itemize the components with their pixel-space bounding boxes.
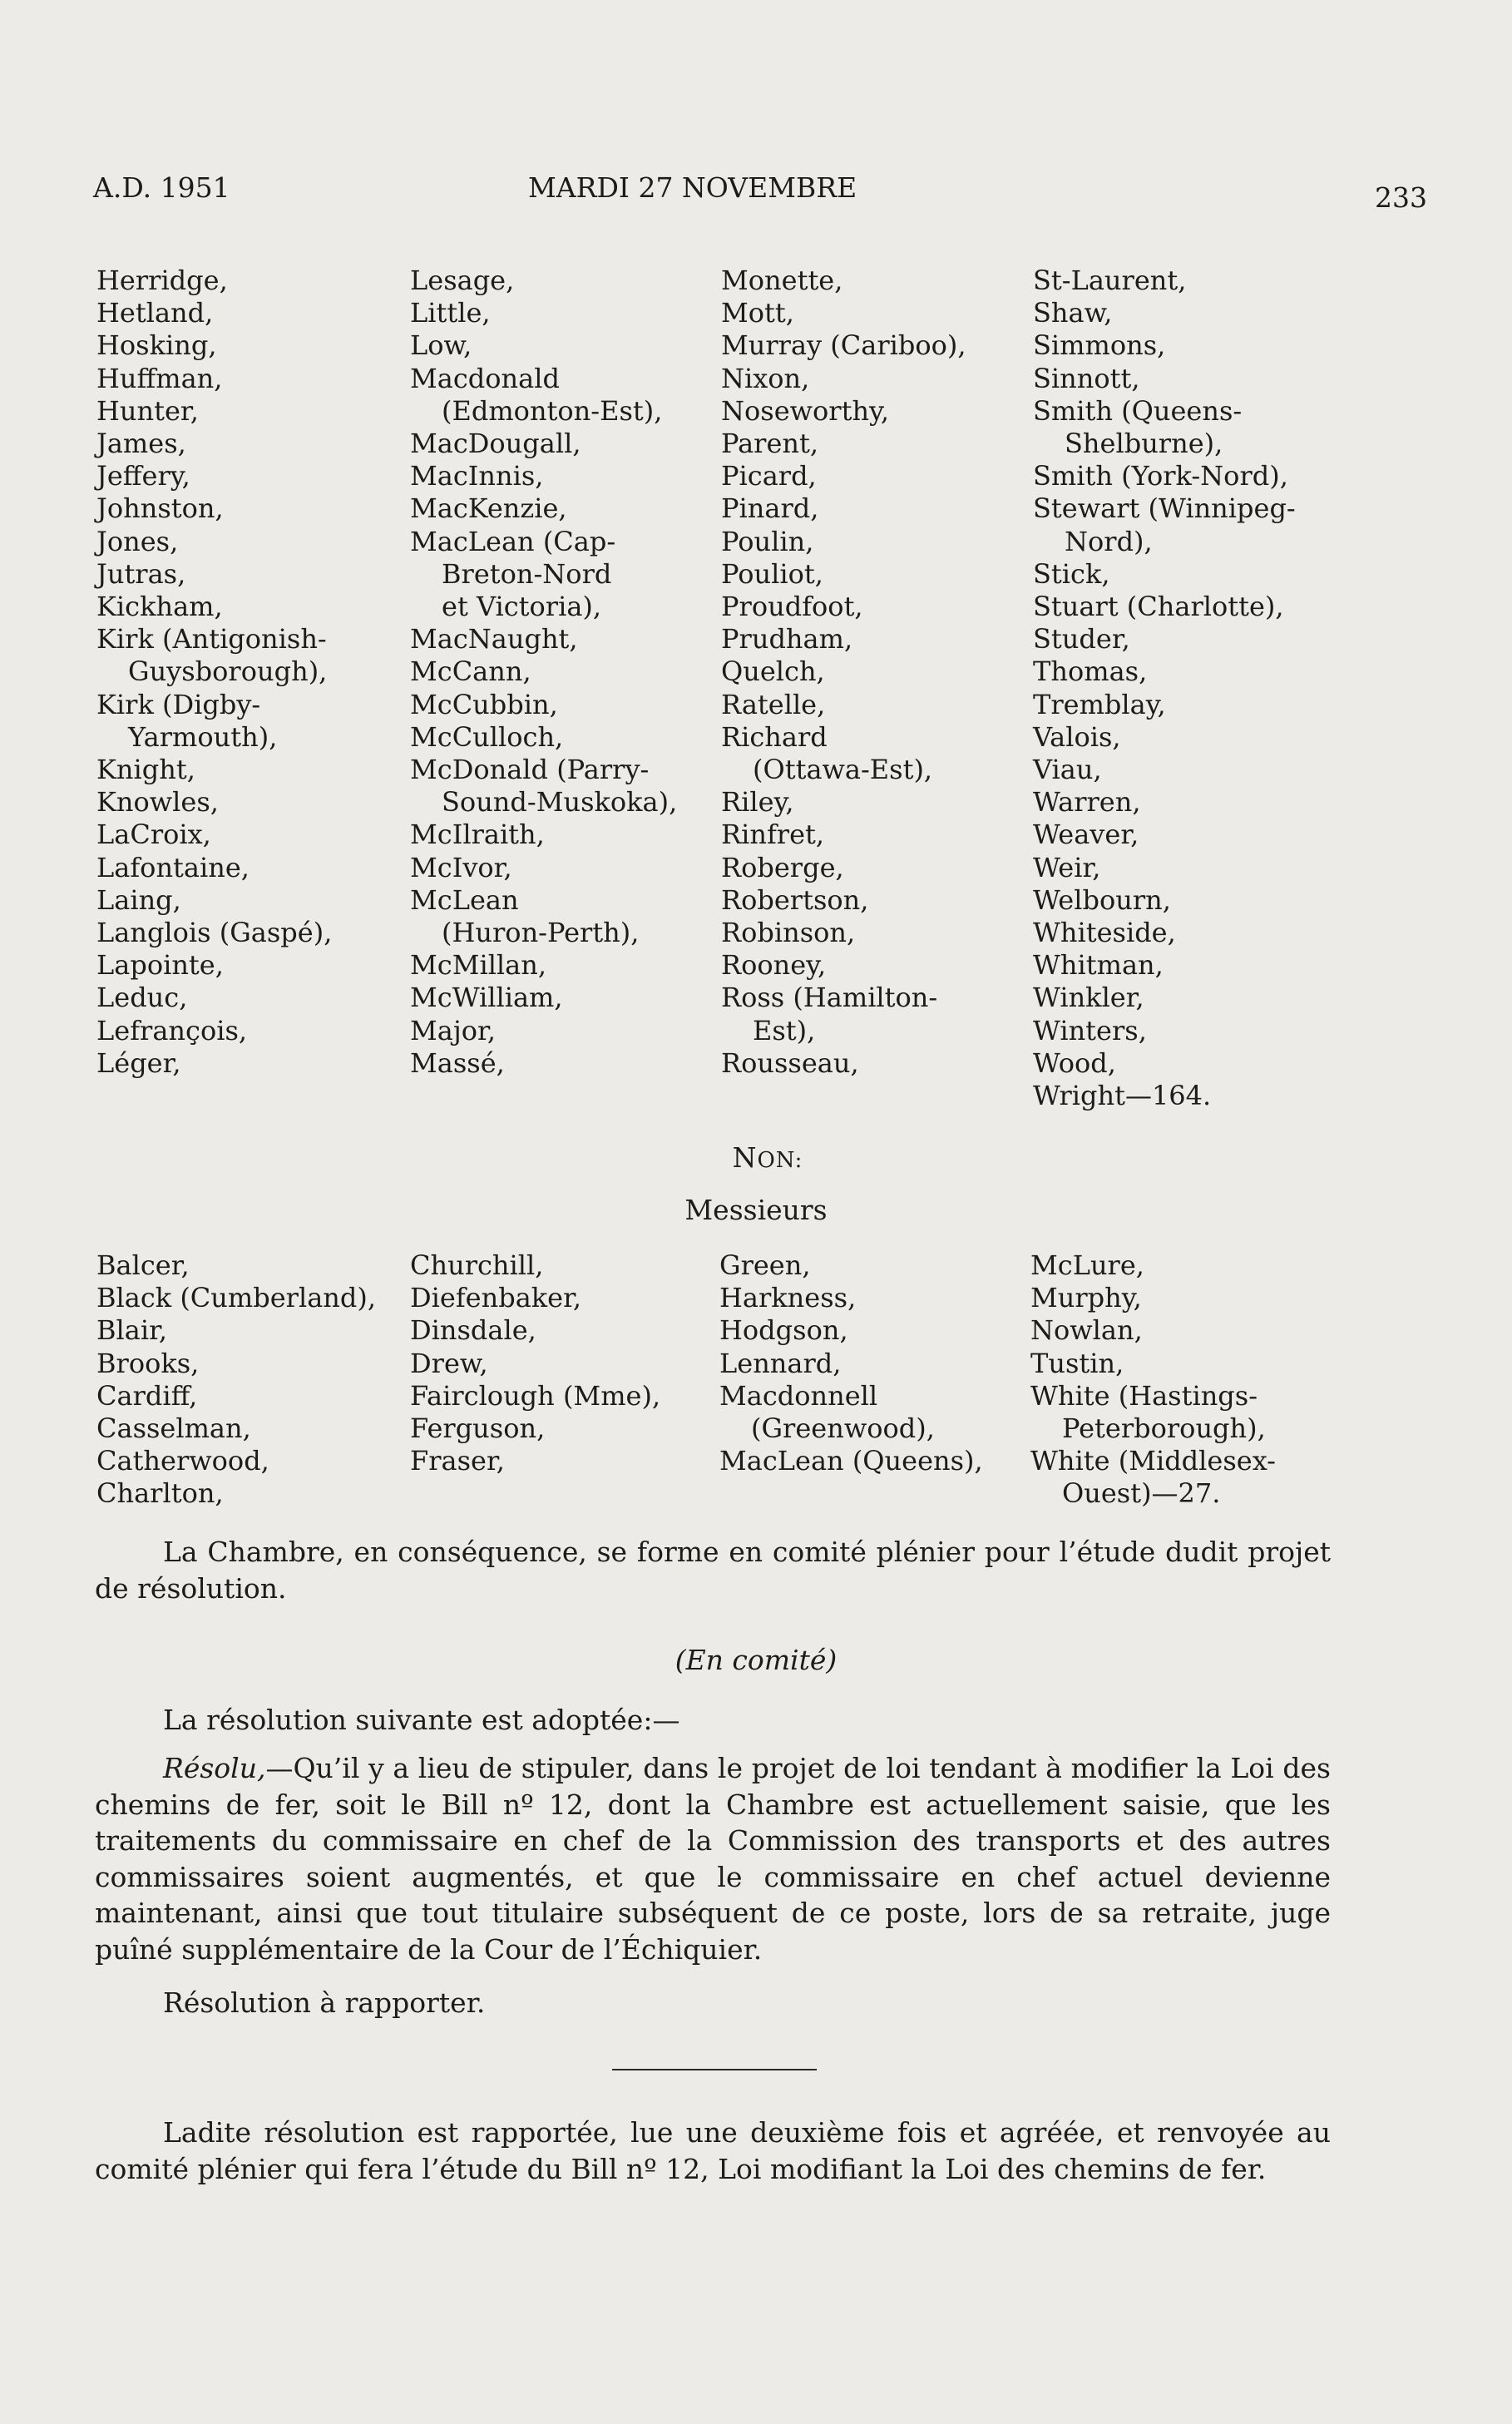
member-name: Major, bbox=[410, 1014, 496, 1046]
member-name: McLean bbox=[410, 883, 519, 916]
nays-heading-initial: N bbox=[732, 1141, 758, 1174]
paragraph-resolution-text bbox=[95, 1750, 1331, 1967]
member-name: Kirk (Digby- bbox=[96, 688, 261, 720]
member-name: Ratelle, bbox=[721, 688, 826, 720]
member-name: Robinson, bbox=[721, 917, 856, 949]
member-name: Smith (Queens- bbox=[1033, 394, 1243, 427]
member-name: et Victoria), bbox=[442, 591, 602, 623]
member-name: Hosking, bbox=[96, 329, 217, 362]
member-name: Pinard, bbox=[721, 492, 819, 525]
member-name: Whiteside, bbox=[1033, 917, 1176, 949]
member-name: MacLean (Cap- bbox=[410, 525, 616, 557]
member-name: St-Laurent, bbox=[1033, 265, 1187, 296]
nays-column-1 bbox=[96, 1249, 376, 1511]
member-name: Massé, bbox=[410, 1046, 505, 1079]
member-name: Leduc, bbox=[96, 982, 188, 1014]
paragraph-body bbox=[95, 1750, 1331, 1967]
member-name: Churchill, bbox=[410, 1249, 544, 1281]
member-name: Warren, bbox=[1033, 786, 1141, 819]
member-name: James, bbox=[96, 428, 186, 460]
member-name: Poulin, bbox=[721, 525, 814, 557]
member-name: Lesage, bbox=[410, 265, 515, 296]
member-name: Sound-Muskoka), bbox=[442, 786, 678, 819]
member-name: MacNaught, bbox=[410, 623, 578, 655]
page-number: 233 bbox=[1375, 181, 1427, 214]
member-name: Winters, bbox=[1033, 1014, 1147, 1046]
member-name: White (Middlesex- bbox=[1030, 1445, 1276, 1477]
member-name: Viau, bbox=[1033, 754, 1102, 786]
member-name: Charlton, bbox=[96, 1477, 224, 1510]
member-name: Huffman, bbox=[96, 362, 223, 394]
member-name: McCann, bbox=[410, 655, 531, 688]
paragraph-committee-formed bbox=[95, 1534, 1331, 1606]
nays-heading bbox=[12, 1141, 1512, 1174]
member-name: Yarmouth), bbox=[128, 720, 278, 753]
member-name: Stewart (Winnipeg- bbox=[1033, 492, 1296, 525]
member-name: Whitman, bbox=[1033, 949, 1164, 982]
member-name: Shelburne), bbox=[1065, 428, 1223, 460]
messieurs-heading: Messieurs bbox=[684, 1194, 828, 1226]
member-name: Lefrançois, bbox=[96, 1014, 248, 1046]
member-name: Murray (Cariboo), bbox=[721, 329, 966, 362]
member-name: Hunter, bbox=[96, 394, 199, 427]
member-name: Wright—164. bbox=[1033, 1080, 1212, 1112]
paragraph-resolution-adopted bbox=[95, 1702, 1331, 1739]
member-name: McCulloch, bbox=[410, 720, 564, 753]
member-name: Ross (Hamilton- bbox=[721, 982, 938, 1014]
member-name: Jeffery, bbox=[96, 460, 190, 492]
member-name: Little, bbox=[410, 297, 491, 329]
member-name: Tremblay, bbox=[1033, 688, 1166, 720]
member-name: McIlraith, bbox=[410, 819, 545, 851]
member-name: Simmons, bbox=[1033, 329, 1166, 362]
member-name: (Huron-Perth), bbox=[442, 917, 640, 949]
member-name: McIvor, bbox=[410, 851, 512, 883]
member-name: Wood, bbox=[1033, 1046, 1116, 1079]
member-name: Parent, bbox=[721, 428, 819, 460]
yeas-column-3 bbox=[721, 265, 966, 1080]
member-name: MacDougall, bbox=[410, 428, 581, 460]
nays-heading-rest: ON: bbox=[757, 1148, 803, 1173]
member-name: Léger, bbox=[96, 1046, 181, 1079]
member-name: Studer, bbox=[1033, 623, 1130, 655]
member-name: Picard, bbox=[721, 460, 817, 492]
member-name: Johnston, bbox=[96, 492, 224, 525]
paragraph-text: La résolution suivante est adoptée:— bbox=[163, 1704, 680, 1736]
member-name: Hodgson, bbox=[719, 1314, 848, 1347]
member-name: Est), bbox=[753, 1014, 816, 1046]
member-name: Jones, bbox=[96, 525, 179, 557]
member-name: Peterborough), bbox=[1062, 1412, 1266, 1445]
member-name: Shaw, bbox=[1033, 297, 1113, 329]
member-name: Brooks, bbox=[96, 1347, 200, 1379]
member-name: Black (Cumberland), bbox=[96, 1282, 377, 1314]
member-name: Fairclough (Mme), bbox=[410, 1379, 661, 1412]
paragraph-reported bbox=[95, 2115, 1331, 2187]
member-name: Hetland, bbox=[96, 297, 214, 329]
member-name: Noseworthy, bbox=[721, 394, 890, 427]
member-name: Cardiff, bbox=[96, 1379, 198, 1412]
member-name: LaCroix, bbox=[96, 819, 211, 851]
member-name: Richard bbox=[721, 720, 828, 753]
member-name: Welbourn, bbox=[1033, 883, 1171, 916]
section-divider bbox=[612, 2069, 817, 2070]
member-name: Macdonald bbox=[410, 362, 560, 394]
member-name: Green, bbox=[719, 1249, 811, 1281]
member-name: Proudfoot, bbox=[721, 591, 863, 623]
page-header bbox=[93, 171, 1427, 214]
member-name: Herridge, bbox=[96, 265, 228, 296]
member-name: (Ottawa-Est), bbox=[753, 754, 933, 786]
member-name: White (Hastings- bbox=[1030, 1379, 1258, 1412]
member-name: Thomas, bbox=[1033, 655, 1148, 688]
member-name: Casselman, bbox=[96, 1412, 251, 1445]
paragraph-text: Ladite résolution est rapportée, lue une deuxième fois et agréée, et renvoyée au comité plénier qui fera l’étude du Bill nº 12, Loi modifiant la Loi des chemins de fer. bbox=[95, 2116, 1331, 2185]
member-name: Langlois (Gaspé), bbox=[96, 917, 333, 949]
resolution-body: —Qu’il y a lieu de stipuler, dans le projet de loi tendant à modifier la Loi des chemins de fer, soit le Bill nº 12, dont la Chambre est actuellement saisie, que les traitements du commissaire en chef de la Commission des transports et des autres commissaires soient augmentés, et que le commissaire en chef actuel devienne maintenant, ainsi que tout titulaire subséquent de ce poste, lors de sa retraite, juge puîné supplémentaire de la Cour de l’Échiquier. bbox=[95, 1752, 1331, 1966]
header-year: A.D. 1951 bbox=[93, 171, 230, 204]
paragraph-to-report bbox=[95, 1985, 1331, 2021]
member-name: Kirk (Antigonish- bbox=[96, 623, 327, 655]
member-name: (Edmonton-Est), bbox=[442, 394, 663, 427]
member-name: Diefenbaker, bbox=[410, 1282, 582, 1314]
member-name: Lapointe, bbox=[96, 949, 224, 982]
member-name: MacLean (Queens), bbox=[719, 1445, 983, 1477]
member-name: McMillan, bbox=[410, 949, 547, 982]
member-name: Weir, bbox=[1033, 851, 1101, 883]
member-name: Fraser, bbox=[410, 1445, 505, 1477]
member-name: Balcer, bbox=[96, 1249, 190, 1281]
paragraph-text: Résolution à rapporter. bbox=[163, 1986, 486, 2019]
member-name: Guysborough), bbox=[128, 655, 328, 688]
header-date: MARDI 27 NOVEMBRE bbox=[528, 171, 857, 204]
member-name: Nowlan, bbox=[1030, 1314, 1143, 1347]
member-name: Lafontaine, bbox=[96, 851, 250, 883]
member-name: Ferguson, bbox=[410, 1412, 546, 1445]
member-name: Mott, bbox=[721, 297, 794, 329]
member-name: Tustin, bbox=[1030, 1347, 1124, 1379]
member-name: Lennard, bbox=[719, 1347, 842, 1379]
yeas-column-4 bbox=[1033, 265, 1296, 1112]
member-name: Stick, bbox=[1033, 557, 1110, 590]
member-name: Valois, bbox=[1033, 720, 1121, 753]
member-name: Riley, bbox=[721, 786, 794, 819]
member-name: Monette, bbox=[721, 265, 843, 296]
member-name: Robertson, bbox=[721, 883, 869, 916]
member-name: Dinsdale, bbox=[410, 1314, 536, 1347]
member-name: Pouliot, bbox=[721, 557, 823, 590]
member-name: Laing, bbox=[96, 883, 181, 916]
member-name: Prudham, bbox=[721, 623, 853, 655]
member-name: Knight, bbox=[96, 754, 195, 786]
member-name: Knowles, bbox=[96, 786, 219, 819]
paragraph-text: La Chambre, en conséquence, se forme en comité plénier pour l’étude dudit projet de résolution. bbox=[95, 1536, 1331, 1605]
member-name: McDonald (Parry- bbox=[410, 754, 650, 786]
member-name: Quelch, bbox=[721, 655, 825, 688]
yeas-column-2 bbox=[410, 265, 677, 1080]
yeas-column-1 bbox=[96, 265, 332, 1080]
member-name: MacKenzie, bbox=[410, 492, 567, 525]
member-name: Jutras, bbox=[96, 557, 186, 590]
member-name: MacInnis, bbox=[410, 460, 544, 492]
nays-column-4 bbox=[1030, 1249, 1276, 1511]
member-name: Breton-Nord bbox=[442, 557, 612, 590]
member-name: Low, bbox=[410, 329, 472, 362]
member-name: (Greenwood), bbox=[751, 1412, 935, 1445]
member-name: McLure, bbox=[1030, 1249, 1144, 1281]
nays-column-2 bbox=[410, 1249, 660, 1477]
member-name: Harkness, bbox=[719, 1282, 857, 1314]
member-name: Roberge, bbox=[721, 851, 844, 883]
committee-heading: (En comité) bbox=[674, 1644, 838, 1676]
member-name: Nixon, bbox=[721, 362, 810, 394]
member-name: Catherwood, bbox=[96, 1445, 269, 1477]
member-name: Rooney, bbox=[721, 949, 827, 982]
member-name: Kickham, bbox=[96, 591, 223, 623]
member-name: Ouest)—27. bbox=[1062, 1477, 1221, 1510]
member-name: Blair, bbox=[96, 1314, 168, 1347]
member-name: Sinnott, bbox=[1033, 362, 1140, 394]
member-name: Weaver, bbox=[1033, 819, 1139, 851]
member-name: McCubbin, bbox=[410, 688, 558, 720]
resolu-lead: Résolu, bbox=[163, 1752, 266, 1784]
member-name: Drew, bbox=[410, 1347, 488, 1379]
member-name: Stuart (Charlotte), bbox=[1033, 591, 1284, 623]
member-name: Nord), bbox=[1065, 525, 1153, 557]
member-name: McWilliam, bbox=[410, 982, 563, 1014]
member-name: Smith (York-Nord), bbox=[1033, 460, 1288, 492]
member-name: Rousseau, bbox=[721, 1046, 859, 1079]
member-name: Rinfret, bbox=[721, 819, 825, 851]
nays-column-3 bbox=[719, 1249, 983, 1477]
member-name: Murphy, bbox=[1030, 1282, 1142, 1314]
member-name: Winkler, bbox=[1033, 982, 1144, 1014]
member-name: Macdonnell bbox=[719, 1379, 878, 1412]
